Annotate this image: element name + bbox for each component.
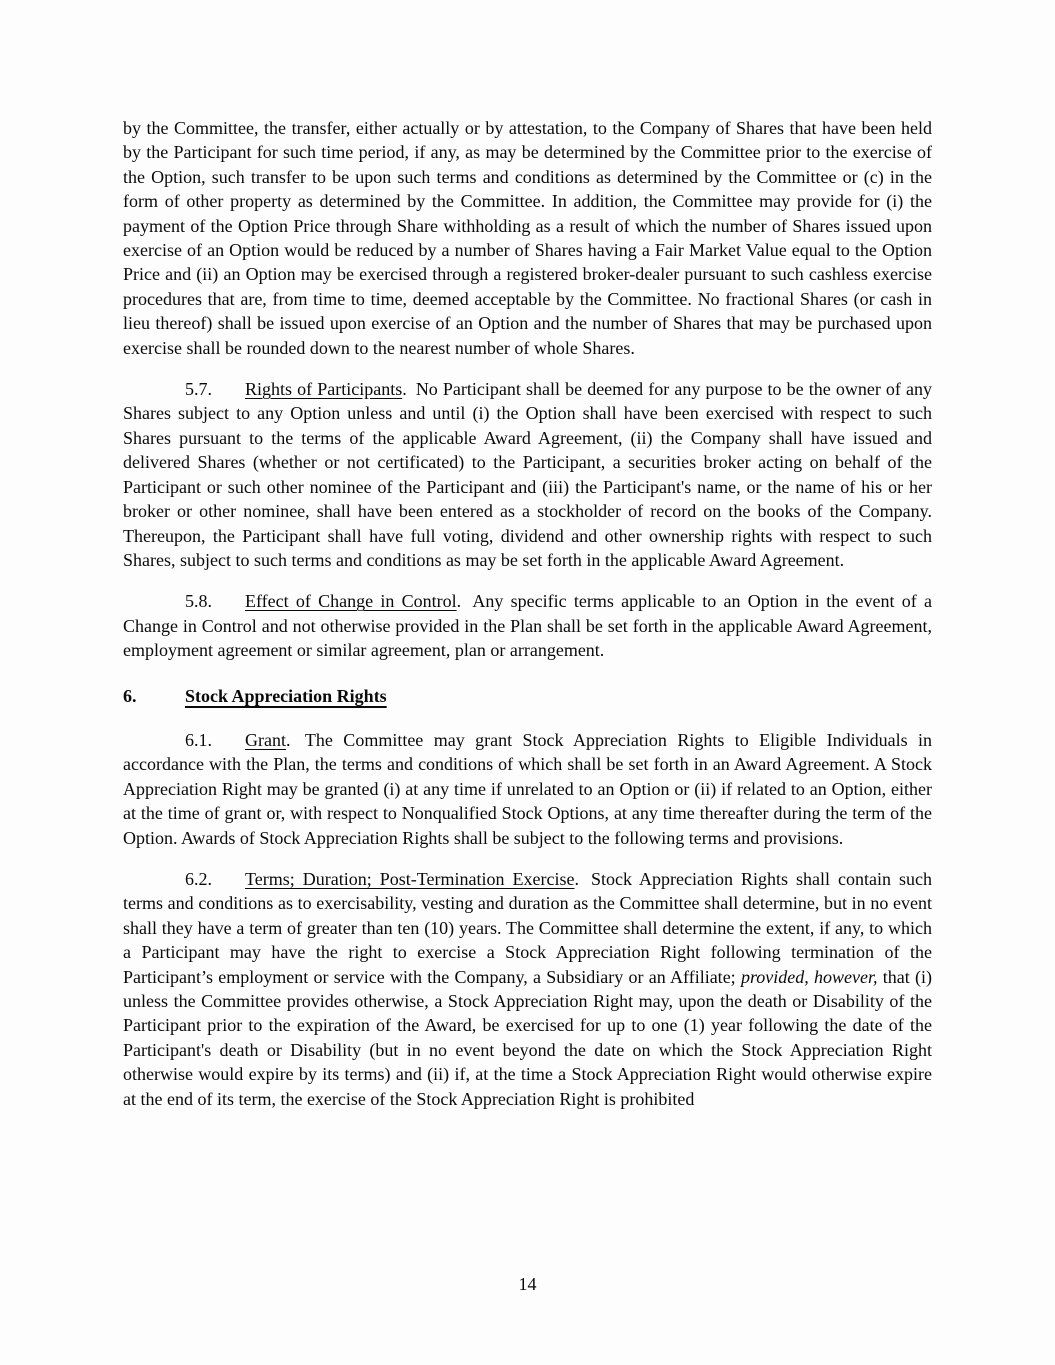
section-body-pre: Stock Appreciation Rights shall contain such terms and conditions as to exercisability, vesting and duration as the Committee shall determine, but in no event shall they have a term of greater than ten (10) years. The Committee shall determine the extent, if any, to which a Participant may have the right to exercise a Stock Appreciation Right following termination of the Participant’s employment or service with the Company, a Subsidiary or an Affiliate;	[123, 868, 932, 987]
section-body-post: that (i) unless the Committee provides otherwise, a Stock Appreciation Right may, upon the death or Disability of the Participant prior to the expiration of the Award, be exercised for up to one (1) year following the date of the Participant's death or Disability (but in no event beyond the date on which the Stock Appreciation Right otherwise would expire by its terms) and (ii) if, at the time a Stock Appreciation Right would otherwise expire at the end of its term, the exercise of the Stock Appreciation Right is prohibited	[123, 966, 932, 1109]
italic-phrase: provided, however,	[740, 966, 878, 987]
section-number: 5.8.	[185, 591, 212, 612]
section-6-1	[123, 728, 932, 850]
heading-period: .	[574, 868, 579, 889]
section-number: 6.2.	[185, 868, 212, 889]
section-heading: Grant	[245, 729, 286, 750]
article-6-heading	[123, 684, 932, 708]
heading-period: .	[402, 379, 407, 400]
section-heading: Terms; Duration; Post-Termination Exercise	[245, 868, 575, 889]
section-5-8	[123, 589, 932, 662]
section-number: 6.1.	[185, 729, 212, 750]
document-content	[123, 116, 932, 1128]
heading-period: .	[456, 591, 462, 612]
section-6-2	[123, 867, 932, 1111]
article-title: Stock Appreciation Rights	[185, 685, 387, 706]
article-number: 6.	[123, 685, 137, 706]
page-number: 14	[518, 1274, 537, 1294]
section-5-7	[123, 377, 932, 572]
section-number: 5.7.	[185, 379, 212, 400]
section-body: The Committee may grant Stock Appreciation Rights to Eligible Individuals in accordance with the Plan, the terms and conditions of which shall be set forth in an Award Agreement. A Stock Appreciation Right may be granted (i) at any time if unrelated to an Option or (ii) if related to an Option, either at the time of grant or, with respect to Nonqualified Stock Options, at any time thereafter during the term of the Option. Awards of Stock Appreciation Rights shall be subject to the following terms and provisions.	[123, 729, 932, 848]
paragraph-continuation: by the Committee, the transfer, either actually or by attestation, to the Company of Shares that have been held by the Participant for such time period, if any, as may be determined by the Committee prior to the exercise of the Option, such transfer to be upon such terms and conditions as determined by the Committee or (c) in the form of other property as determined by the Committee. In addition, the Committee may provide for (i) the payment of the Option Price through Share withholding as a result of which the number of Shares issued upon exercise of an Option would be reduced by a number of Shares having a Fair Market Value equal to the Option Price and (ii) an Option may be exercised through a registered broker-dealer pursuant to such cashless exercise procedures that are, from time to time, deemed acceptable by the Committee. No fractional Shares (or cash in lieu thereof) shall be issued upon exercise of an Option and the number of Shares that may be purchased upon exercise shall be rounded down to the nearest number of whole Shares.	[123, 118, 932, 358]
heading-period: .	[285, 729, 291, 750]
section-body: No Participant shall be deemed for any purpose to be the owner of any Shares subject to any Option unless and until (i) the Option shall have been exercised with respect to such Shares pursuant to the terms of the applicable Award Agreement, (ii) the Company shall have issued and delivered Shares (whether or not certificated) to the Participant, a securities broker acting on behalf of the Participant or such other nominee of the Participant and (iii) the Participant's name, or the name of his or her broker or other nominee, shall have been entered as a stockholder of record on the books of the Company. Thereupon, the Participant shall have full voting, dividend and other ownership rights with respect to such Shares, subject to such terms and conditions as may be set forth in the applicable Award Agreement.	[123, 379, 932, 570]
section-heading: Effect of Change in Control	[245, 591, 457, 612]
section-heading: Rights of Participants	[245, 379, 403, 400]
section-body: Any specific terms applicable to an Option in the event of a Change in Control and not otherwise provided in the Plan shall be set forth in the applicable Award Agreement, employment agreement or similar agreement, plan or arrangement.	[123, 591, 932, 661]
